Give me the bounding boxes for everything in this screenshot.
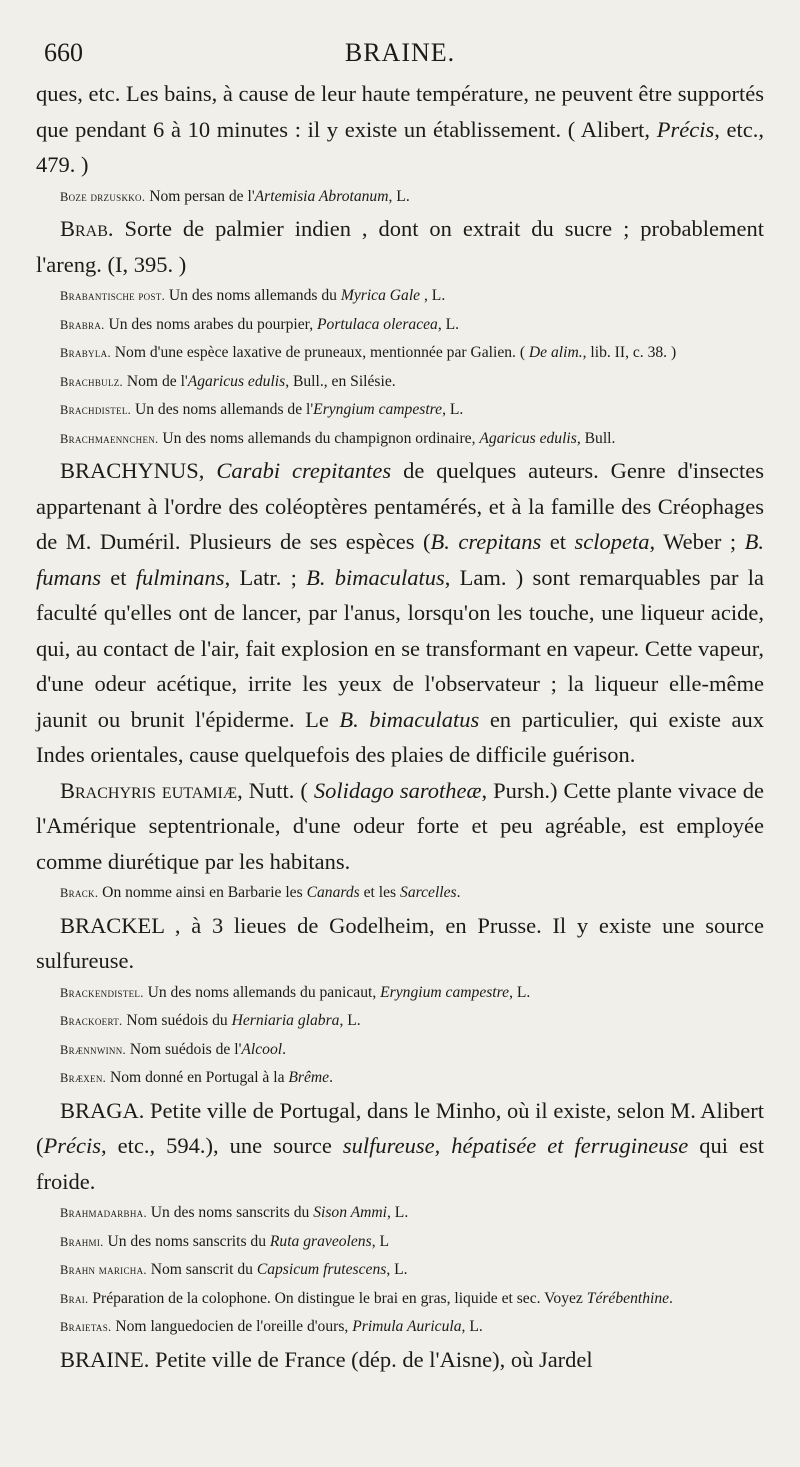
entry-brackendistel: Brackendistel. Un des noms allemands du panicaut, Eryngium campestre, L. — [60, 983, 531, 1001]
entry-boze-drzuskko: Boze drzuskko. Nom persan de l'Artemisia Abrotanum, L. — [60, 187, 410, 205]
entry-brachynus: BRACHYNUS, Carabi crepitantes de quelques auteurs. Genre d'insectes appartenant à l'ordre des coléoptères pentamérés, et à la famille des Créophages de M. Duméril. Plusieurs de ses espèces (B. crepitans et sclopeta, Weber ; B. fumans et fulminans, Latr. ; B. bimaculatus, Lam. ) sont remarquables par la faculté qu'elles ont de lancer, par l'anus, lorsqu'on les touche, une liqueur acide, qui, au contact de l'air, fait explosion en se transformant en vapeur. Cette vapeur, d'une odeur acétique, irrite les yeux de l'observateur ; la liqueur elle-même jaunit ou brunit l'épiderme. Le B. bimaculatus en particulier, qui existe aux Indes orientales, cause quelquefois des plaies de difficile guérison. — [36, 458, 765, 767]
page-body — [36, 76, 764, 1377]
entry-term: Brabyla. — [60, 346, 111, 360]
entry-brabantische-post: Brabantische post. Un des noms allemands du Myrica Gale , L. — [60, 287, 446, 304]
entry-term: Brackendistel. — [60, 985, 144, 1000]
entry-braennwinn: Brænnwinn. Nom suédois de l'Alcool. — [60, 1040, 287, 1058]
running-head: BRAINE. — [344, 38, 456, 67]
entry-brackel: BRACKEL , à 3 lieues de Godelheim, en Prusse. Il y existe une source sulfureuse. — [36, 912, 764, 973]
entry-term: Brachyris eutamiæ — [60, 777, 238, 803]
entry-braine: BRAINE. Petite ville de France (dép. de l'Aisne), où Jardel — [60, 1346, 593, 1372]
entry-term: Brachmaennchen. — [60, 431, 159, 446]
entry-brahmi: Brahmi. Un des noms sanscrits du Ruta graveolens, L — [60, 1232, 390, 1250]
entry-term: Brahn maricha. — [60, 1263, 147, 1277]
entry-term: Brack. — [60, 886, 99, 900]
entry-term: Brahmi. — [60, 1234, 104, 1249]
entry-brachmaennchen: Brachmaennchen. Un des noms allemands du champignon ordinaire, Agaricus edulis, Bull. — [60, 429, 616, 447]
entry-brahn-maricha: Brahn maricha. Nom sanscrit du Capsicum frutescens, L. — [60, 1261, 408, 1278]
entry-braga: BRAGA. Petite ville de Portugal, dans le Minho, où il existe, selon M. Alibert (Précis, etc., 594.), une source sulfureuse, hépatisée et ferrugineuse qui est froide. — [36, 1097, 764, 1194]
page-number: 660 — [44, 38, 83, 67]
entry-brackoert: Brackoert. Nom suédois du Herniaria glabra, L. — [60, 1012, 361, 1029]
entry-term: Brabantische post. — [60, 289, 165, 303]
entry-term: Brai. — [60, 1291, 89, 1306]
entry-brack: Brack. On nomme ainsi en Barbarie les Canards et les Sarcelles. — [60, 884, 461, 901]
entry-braexen: Bræxen. Nom donné en Portugal à la Brême. — [60, 1069, 334, 1086]
entry-term: Brackoert. — [60, 1014, 123, 1028]
entry-term: Bræxen. — [60, 1071, 107, 1085]
entry-term: Brab. — [60, 216, 114, 241]
entry-brai: Brai. Préparation de la colophone. On distingue le brai en gras, liquide et sec. Voyez Térébenthine. — [60, 1289, 673, 1307]
entry-braietas: Braietas. Nom languedocien de l'oreille d'ours, Primula Auricula, L. — [60, 1318, 483, 1335]
entry-brachbulz: Brachbulz. Nom de l'Agaricus edulis, Bull., en Silésie. — [60, 372, 396, 390]
page-header — [0, 38, 800, 70]
entry-term: BRAGA — [60, 1097, 139, 1123]
entry-continuation: ques, etc. Les bains, à cause de leur haute température, ne peuvent être supportés que pendant 6 à 10 minutes : il y existe un établissement. ( Alibert, Précis, etc., 479. ) — [36, 81, 764, 177]
entry-brabra: Brabra. Un des noms arabes du pourpier, Portulaca oleracea, L. — [60, 315, 460, 333]
entry-term: BRACKEL — [60, 912, 165, 938]
entry-term: Brachdistel. — [60, 403, 132, 417]
entry-brachyris: Brachyris eutamiæ, Nutt. ( Solidago sarotheæ, Pursh.) Cette plante vivace de l'Amérique septentrionale, d'une odeur forte et peu agréable, est employée comme diurétique par les habitans. — [36, 777, 764, 874]
entry-term: BRACHYNUS — [60, 458, 199, 483]
entry-term: Boze drzuskko. — [60, 189, 146, 204]
entry-term: Brænnwinn. — [60, 1042, 126, 1057]
entry-brabyla: Brabyla. Nom d'une espèce laxative de pruneaux, mentionnée par Galien. ( De alim., lib. II, c. 38. ) — [60, 344, 677, 361]
entry-term: Braietas. — [60, 1320, 112, 1334]
entry-brab: Brab. Sorte de palmier indien , dont on extrait du sucre ; probablement l'areng. (I, 395. ) — [36, 216, 764, 277]
entry-term: BRAINE — [60, 1346, 144, 1372]
entry-term: Brahmadarbha. — [60, 1206, 147, 1220]
entry-brachdistel: Brachdistel. Un des noms allemands de l'Eryngium campestre, L. — [60, 401, 464, 418]
entry-term: Brachbulz. — [60, 374, 123, 389]
entry-brahmadarbha: Brahmadarbha. Un des noms sanscrits du Sison Ammi, L. — [60, 1204, 409, 1221]
entry-term: Brabra. — [60, 317, 105, 332]
